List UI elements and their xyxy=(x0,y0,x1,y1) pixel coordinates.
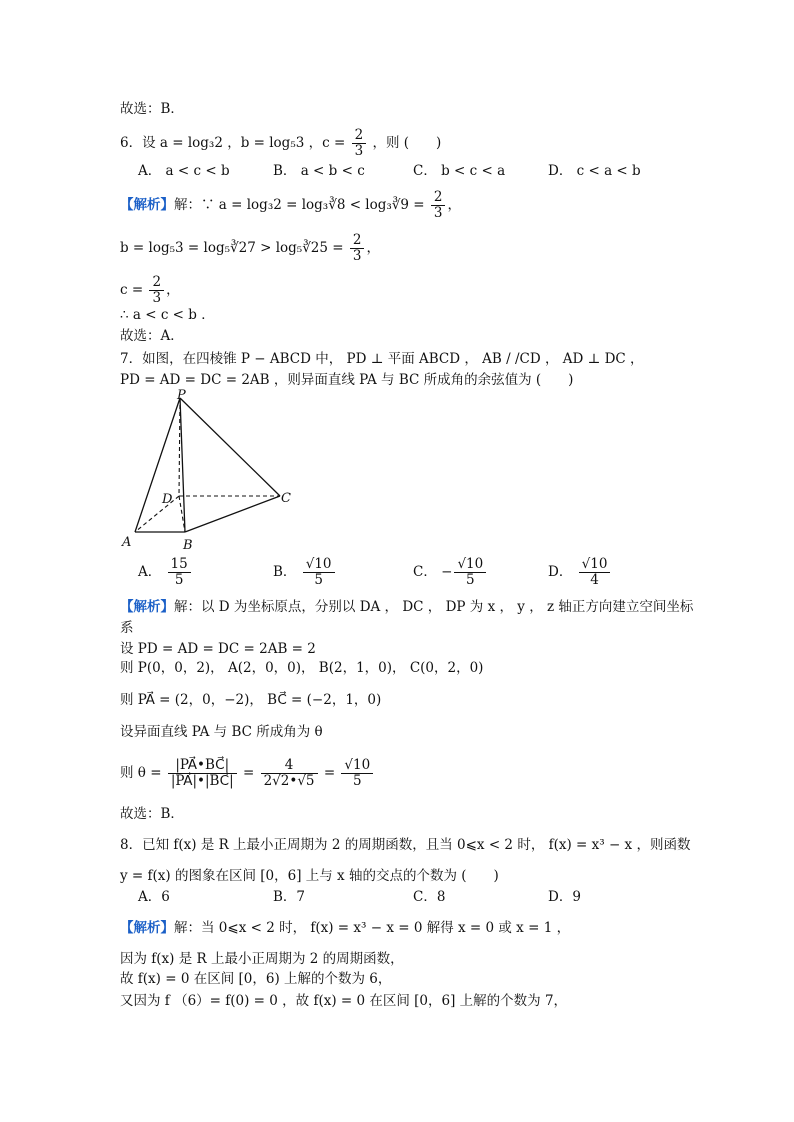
solution-text: b = log₅3 = log₅∛27 > log₅∛25 = xyxy=(120,240,344,256)
question-6-tail: ，则 ( ) xyxy=(372,135,442,151)
solution-text: 则 θ = xyxy=(120,765,162,781)
fraction-denominator: 5 xyxy=(174,572,184,588)
analysis-tag: 【解析】 xyxy=(120,920,174,936)
solution-7-line-1 xyxy=(120,598,693,616)
solution-7-line-4: 则 P(0，0，2)， A(2，0，0)， B(2，1，0)， C(0，2，0) xyxy=(120,660,484,676)
option-b: B． a < b < c xyxy=(273,163,365,179)
solution-7-line-5: 则 PA⃗ = (2，0，−2)， BC⃗ = (−2，1，0) xyxy=(120,692,382,708)
fraction xyxy=(303,557,335,588)
option-a: A．6 xyxy=(138,889,170,905)
fraction xyxy=(341,758,373,789)
solution-6-line-4: ∴ a < c < b ． xyxy=(120,307,215,323)
solution-7-line-6: 设异面直线 PA 与 BC 所成角为 θ xyxy=(120,724,323,740)
fraction-numerator: 2 xyxy=(431,190,446,206)
solution-8-line-1 xyxy=(120,919,570,937)
solution-6-line-3 xyxy=(120,275,180,306)
solution-text: c = xyxy=(120,282,144,298)
option-label: A． xyxy=(138,564,162,580)
edge-pb xyxy=(180,398,185,532)
fraction xyxy=(454,557,486,588)
fraction-denominator: 3 xyxy=(433,205,443,221)
solution-text: ， xyxy=(166,282,180,298)
solution-7-line-3: 设 PD = AD = DC = 2AB = 2 xyxy=(120,641,316,657)
label-c: C xyxy=(281,491,291,506)
fraction-numerator: √10 xyxy=(341,758,373,774)
analysis-tag: 【解析】 xyxy=(120,197,174,213)
minus-sign: − xyxy=(441,564,453,580)
fraction-numerator: √10 xyxy=(579,557,611,573)
question-6 xyxy=(120,128,441,159)
fraction-numerator: 2 xyxy=(350,233,365,249)
label-d: D xyxy=(162,492,173,507)
edge-pc xyxy=(180,398,280,496)
fraction xyxy=(168,758,237,789)
edge-pd xyxy=(179,398,180,496)
fraction-numerator: 2 xyxy=(352,128,367,144)
edge-pa xyxy=(135,398,180,532)
label-p: P xyxy=(177,388,186,403)
analysis-tag: 【解析】 xyxy=(120,599,174,615)
option-c: C． b < c < a xyxy=(413,163,506,179)
fraction-numerator: 4 xyxy=(261,758,318,774)
solution-text: ， xyxy=(366,240,380,256)
option-label: B． xyxy=(273,564,297,580)
solution-text: 解：当 0⩽x < 2 时， f(x) = x³ − x = 0 解得 x = 0 或 x = 1 ， xyxy=(174,920,571,936)
edge-bc xyxy=(185,496,280,532)
fraction-denominator: 3 xyxy=(152,290,162,306)
fraction-denominator: 2√2•√5 xyxy=(263,773,315,789)
solution-text: ， xyxy=(447,197,461,213)
solution-text: 解：∵ a = log₃2 = log₃∛8 < log₃∛9 = xyxy=(174,197,425,213)
solution-7-line-7 xyxy=(120,758,375,789)
question-8-line-1: 8．已知 f(x) 是 R 上最小正周期为 2 的周期函数，且当 0⩽x < 2 时， f(x) = x³ − x ，则函数 xyxy=(120,837,691,853)
option-b: B．7 xyxy=(273,889,306,905)
fraction-denominator: |PA⃗|•|BC⃗| xyxy=(170,773,234,789)
fraction-denominator: 5 xyxy=(314,572,323,588)
option-label: D． xyxy=(548,564,573,580)
question-7-line-1: 7．如图，在四棱锥 P − ABCD 中， PD ⊥ 平面 ABCD ， AB / /CD ， AD ⊥ DC ， xyxy=(120,351,644,367)
option-b xyxy=(273,557,337,588)
option-label: C． xyxy=(413,564,437,580)
solution-text: 解：以 D 为坐标原点，分别以 DA ， DC ， DP 为 x ， y ， z 轴正方向建立空间坐标 xyxy=(174,599,694,615)
fraction-denominator: 5 xyxy=(353,773,362,789)
fraction xyxy=(149,275,164,306)
option-c xyxy=(413,557,488,588)
option-a xyxy=(138,557,193,588)
fraction-denominator: 5 xyxy=(466,572,475,588)
fraction-denominator: 3 xyxy=(352,248,362,264)
question-8-line-2: y = f(x) 的图象在区间 [0，6] 上与 x 轴的交点的个数为 ( ) xyxy=(120,868,499,884)
label-a: A xyxy=(122,535,132,550)
solution-7-line-2: 系 xyxy=(120,620,134,636)
option-d xyxy=(548,557,612,588)
solution-6-line-1 xyxy=(120,190,461,221)
option-a: A． a < c < b xyxy=(138,163,230,179)
fraction-denominator: 4 xyxy=(590,572,599,588)
solution-6-answer: 故选：A． xyxy=(120,328,184,344)
pyramid-figure xyxy=(115,388,300,553)
fraction xyxy=(352,128,367,159)
label-b: B xyxy=(183,538,193,553)
option-d: D．9 xyxy=(548,889,581,905)
fraction-numerator: 15 xyxy=(168,557,191,573)
fraction-numerator: √10 xyxy=(454,557,486,573)
equals-sign: = xyxy=(323,765,336,781)
fraction xyxy=(579,557,611,588)
solution-8-line-4: 又因为 f （6）= f(0) = 0 ，故 f(x) = 0 在区间 [0，6] 上解的个数为 7， xyxy=(120,993,568,1009)
option-d: D． c < a < b xyxy=(548,163,641,179)
solution-8-line-3: 故 f(x) = 0 在区间 [0，6) 上解的个数为 6， xyxy=(120,971,392,987)
question-7-line-2: PD = AD = DC = 2AB ，则异面直线 PA 与 BC 所成角的余弦值为 ( ) xyxy=(120,372,574,388)
solution-6-line-2 xyxy=(120,233,380,264)
fraction-numerator: |PA⃗•BC⃗| xyxy=(168,758,237,774)
solution-8-line-2: 因为 f(x) 是 R 上最小正周期为 2 的周期函数， xyxy=(120,951,404,967)
fraction xyxy=(431,190,446,221)
fraction-numerator: 2 xyxy=(149,275,164,291)
fraction-numerator: √10 xyxy=(303,557,335,573)
solution-7-answer: 故选：B． xyxy=(120,806,184,822)
option-c: C．8 xyxy=(413,889,446,905)
fraction xyxy=(168,557,191,588)
equals-sign: = xyxy=(242,765,255,781)
fraction-denominator: 3 xyxy=(354,143,364,159)
question-6-text: 6．设 a = log₃2 ，b = log₅3 ，c = xyxy=(120,135,346,151)
fraction xyxy=(350,233,365,264)
answer-line: 故选：B． xyxy=(120,101,184,117)
fraction xyxy=(261,758,318,789)
